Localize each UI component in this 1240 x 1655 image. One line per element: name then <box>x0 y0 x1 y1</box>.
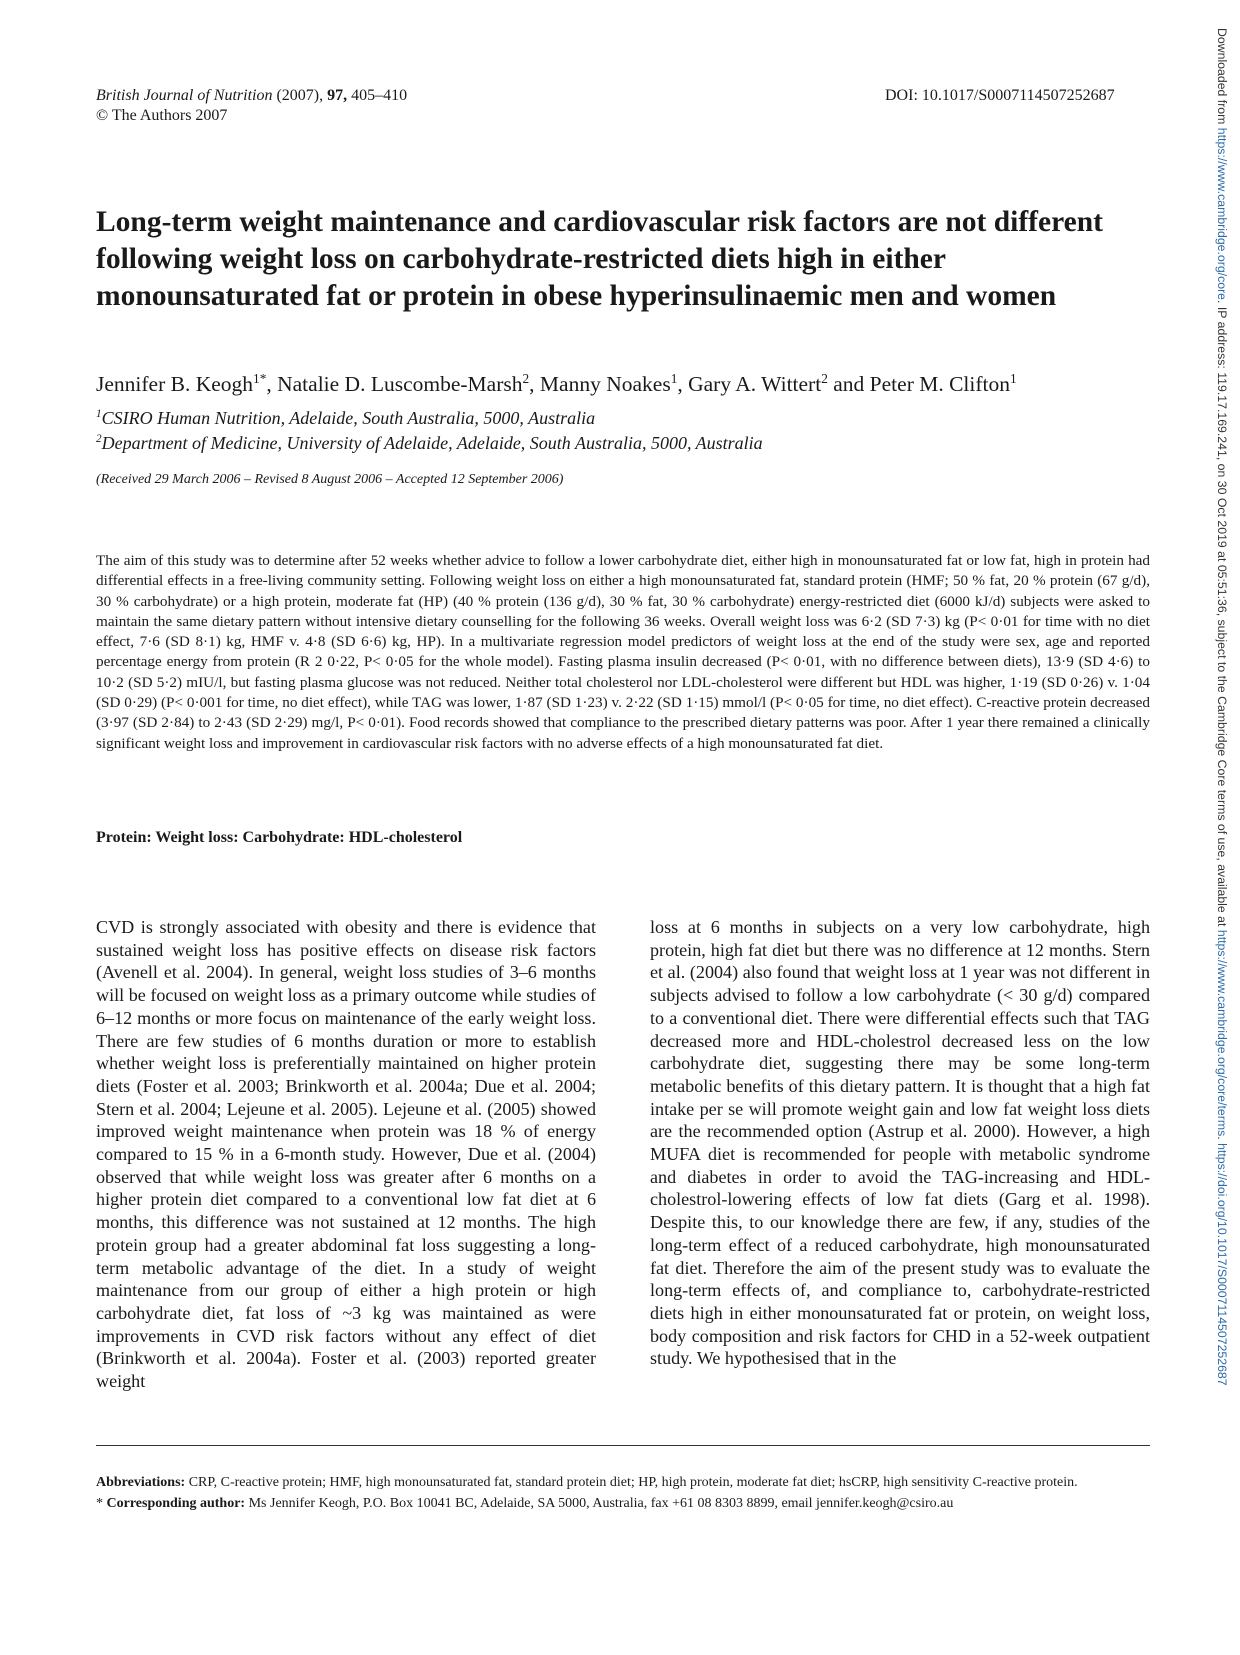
footnotes <box>96 1474 1150 1515</box>
body-paragraph: loss at 6 months in subjects on a very low carbohydrate, high protein, high fat diet but there was no difference at 12 months. Stern et al. (2004) also found that weight loss at 1 year was not different in subjects advised to follow a low carbohydrate (< 30 g/d) compared to a conventional diet. There were differential effects such that TAG decreased more and HDL-cholestrol decreased less on the low carbohydrate diet, suggesting there may be some long-term metabolic benefits of this dietary pattern. It is thought that a high fat intake per se will promote weight gain and low fat weight loss diets are the recommended option (Astrup et al. 2000). However, a high MUFA diet is recommended for people with metabolic syndrome and diabetes in order to avoid the TAG-increasing and HDL-cholestrol-lowering effects of low fat diets (Garg et al. 1998). Despite this, to our knowledge there are few, if any, studies of the long-term effect of a reduced carbohydrate, high monounsaturated fat diet. Therefore the aim of the present study was to evaluate the long-term effects of, and compliance to, carbohydrate-restricted diets high in either monounsaturated fat or protein, on weight loss, body composition and risk factors for CHD in a 52-week outpatient study. We hypothesised that in the <box>650 917 1150 1369</box>
article-title: Long-term weight maintenance and cardiovascular risk factors are not different following weight loss on carbohydrate-restricted diets high in either monounsaturated fat or protein in obese hyperinsulinaemic men and women <box>96 206 1103 312</box>
author-separator: , <box>266 372 278 397</box>
corresponding-footnote <box>96 1495 1150 1514</box>
affiliation-number: 1 <box>96 408 102 420</box>
author-affiliation-mark: 1* <box>253 371 267 386</box>
footnote-divider <box>96 1445 1150 1446</box>
journal-citation <box>96 86 407 106</box>
download-notice-sidebar <box>1205 28 1229 1628</box>
author-separator: , <box>529 372 540 397</box>
author-separator: , <box>677 372 689 397</box>
download-notice <box>1215 28 1229 1386</box>
author-name: Jennifer B. Keogh <box>96 372 254 397</box>
journal-volume: 97, <box>327 87 348 104</box>
corresponding-label: Corresponding author: <box>106 1495 246 1511</box>
corresponding-text: Ms Jennifer Keogh, P.O. Box 10041 BC, Adelaide, SA 5000, Australia, fax +61 08 8303 8899, email jennifer.keogh@csiro.au <box>248 1495 954 1511</box>
author-separator: and <box>827 372 870 397</box>
body-column-left <box>96 916 596 1393</box>
doi-link[interactable]: https://doi.org/10.1017/S0007114507252687 <box>1215 1143 1229 1386</box>
author-affiliation-mark: 2 <box>522 371 530 386</box>
affiliation-number: 2 <box>96 433 102 445</box>
journal-name: British Journal of Nutrition <box>96 87 273 104</box>
affiliation-text: Department of Medicine, University of Adelaide, Adelaide, South Australia, 5000, Australia <box>101 433 763 453</box>
download-middle: . IP address: 119.17.169.241, on 30 Oct 2019 at 05:51:36, subject to the Cambridge Core terms of use, available at <box>1215 300 1229 930</box>
author-name: Peter M. Clifton <box>869 372 1011 397</box>
author-name: Gary A. Wittert <box>688 372 822 397</box>
terms-link[interactable]: https://www.cambridge.org/core/terms <box>1215 929 1229 1137</box>
abstract: The aim of this study was to determine after 52 weeks whether advice to follow a lower carbohydrate diet, either high in monounsaturated fat or low fat, high in protein had differential effects in a free-living community setting. Following weight loss on either a high monounsaturated fat, standard protein (HMF; 50 % fat, 20 % protein (67 g/d), 30 % carbohydrate) or a high protein, moderate fat (HP) (40 % protein (136 g/d), 30 % fat, 30 % carbohydrate) energy-restricted diet (6000 kJ/d) subjects were asked to maintain the same dietary pattern without intensive dietary counselling for the following 36 weeks. Overall weight loss was 6·2 (SD 7·3) kg (P< 0·01 for time with no diet effect, 7·6 (SD 8·1) kg, HMF v. 4·8 (SD 6·6) kg, HP). In a multivariate regression model predictors of weight loss at the end of the study were sex, age and reported percentage energy from protein (R 2 0·22, P< 0·05 for the whole model). Fasting plasma insulin decreased (P< 0·01, with no difference between diets), 13·9 (SD 4·6) to 10·2 (SD 5·2) mIU/l, but fasting plasma glucose was not reduced. Neither total cholesterol nor LDL-cholesterol were different but HDL was higher, 1·19 (SD 0·26) v. 1·04 (SD 0·29) (P< 0·001 for time, no diet effect), while TAG was lower, 1·87 (SD 1·23) v. 2·22 (SD 1·15) mmol/l (P< 0·05 for time, no diet effect). C-reactive protein decreased (3·97 (SD 2·84) to 2·43 (SD 2·29) mg/l, P< 0·01). Food records showed that compliance to the prescribed dietary patterns was poor. After 1 year there remained a clinically significant weight loss and improvement in cardiovascular risk factors with no adverse effects of a high monounsaturated fat diet. <box>96 552 1150 752</box>
author-name: Natalie D. Luscombe-Marsh <box>277 372 523 397</box>
download-prefix: Downloaded from <box>1215 28 1229 128</box>
download-sep: . <box>1215 1136 1229 1144</box>
copyright-line: © The Authors 2007 <box>96 107 228 124</box>
author-list <box>96 366 1176 397</box>
abbreviations-label: Abbreviations: <box>96 1475 186 1490</box>
journal-year: (2007), <box>276 87 324 104</box>
author-affiliation-mark: 1 <box>1010 371 1017 386</box>
author-affiliation-mark: 1 <box>670 371 678 386</box>
body-paragraph: CVD is strongly associated with obesity and there is evidence that sustained weight loss has positive effects on disease risk factors (Avenell et al. 2004). In general, weight loss studies of 3–6 months will be focused on weight loss as a primary outcome while studies of 6–12 months or more focus on maintenance of the early weight loss. There are few studies of 6 months duration or more to establish whether weight loss is preferentially maintained on higher protein diets (Foster et al. 2003; Brinkworth et al. 2004a; Due et al. 2004; Stern et al. 2004; Lejeune et al. 2005). Lejeune et al. (2005) showed improved weight maintenance when protein was 18 % of energy compared to 15 % in a 6-month study. However, Due et al. (2004) observed that while weight loss was greater after 6 months on a higher protein diet compared to a conventional low fat diet at 6 months, this difference was not sustained at 12 months. The high protein group had a greater abdominal fat loss suggesting a long-term metabolic advantage of the diet. In a study of weight maintenance from our group of either a high protein or high carbohydrate diet, fat loss of ~3 kg was maintained as were improvements in CVD risk factors without any effect of diet (Brinkworth et al. 2004a). Foster et al. (2003) reported greater weight <box>96 917 596 1392</box>
corresponding-star: * <box>96 1495 103 1511</box>
keywords: Protein: Weight loss: Carbohydrate: HDL-cholesterol <box>96 829 463 846</box>
affiliation-2 <box>96 428 1096 454</box>
body-column-right <box>650 916 1150 1370</box>
journal-pages: 405–410 <box>351 87 408 104</box>
abbreviations-footnote <box>96 1474 1150 1493</box>
doi-line: DOI: 10.1017/S0007114507252687 <box>885 87 1115 104</box>
author-affiliation-mark: 2 <box>821 371 828 386</box>
author-name: Manny Noakes <box>539 372 671 397</box>
cambridge-core-link[interactable]: https://www.cambridge.org/core <box>1215 127 1229 301</box>
affiliation-1 <box>96 403 1096 429</box>
abbreviations-text: CRP, C-reactive protein; HMF, high monounsaturated fat, standard protein diet; HP, high protein, moderate fat diet; hsCRP, high sensitivity C-reactive protein. <box>188 1475 1078 1490</box>
affiliation-text: CSIRO Human Nutrition, Adelaide, South Australia, 5000, Australia <box>101 408 596 428</box>
received-dates: (Received 29 March 2006 – Revised 8 August 2006 – Accepted 12 September 2006) <box>96 472 564 487</box>
